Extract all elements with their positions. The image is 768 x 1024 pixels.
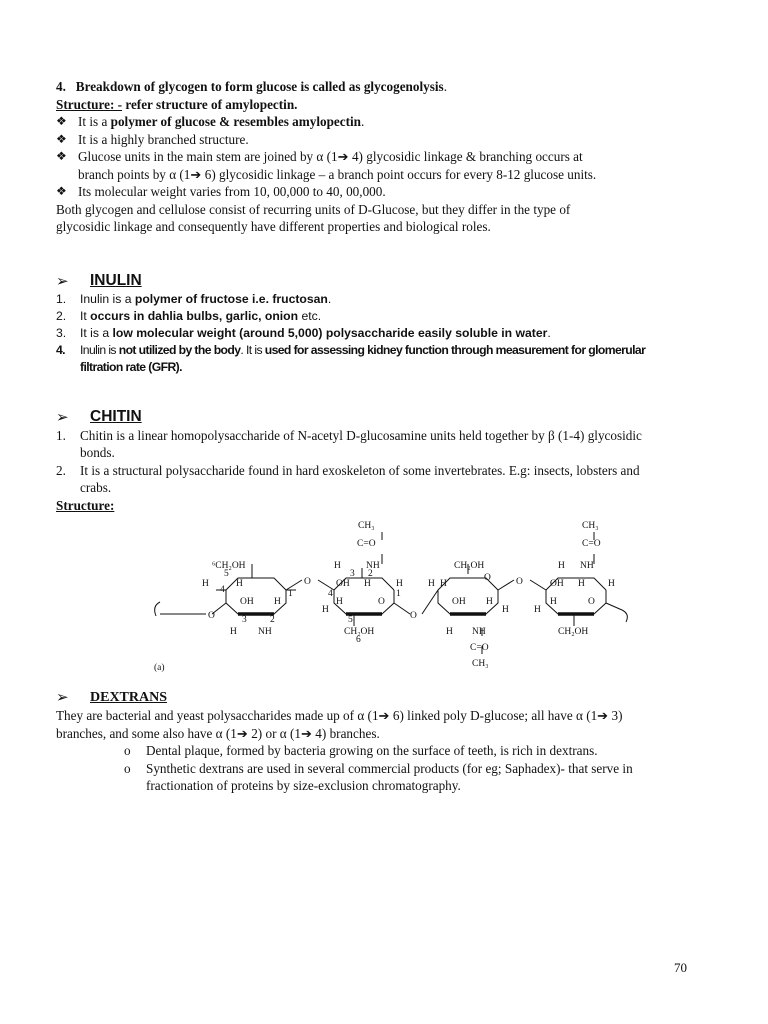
glycogenolysis-text: Breakdown of glycogen to form glucose is called as glycogenolysis bbox=[75, 79, 444, 94]
chitin-ch2oh-label: CH₂OH bbox=[454, 561, 485, 571]
item-line-1: Chitin is a linear homopolysaccharide of N-acetyl D-glucosamine units held together by β (1-4) glycosidic bbox=[80, 427, 642, 443]
chitin-structure-diagram bbox=[146, 518, 746, 678]
ring-number: 3 bbox=[350, 569, 355, 579]
item-bold-text: occurs in dahlia bulbs, garlic, onion bbox=[90, 308, 299, 323]
bullet-text: Its molecular weight varies from 10, 00,000 to 40, 00,000. bbox=[78, 184, 386, 199]
chitin-nh-label: NH bbox=[580, 561, 594, 571]
item-text: It bbox=[80, 308, 91, 323]
item-text-end: . bbox=[547, 325, 551, 340]
chitin-ch3-label: CH₃ bbox=[582, 521, 599, 531]
chitin-h-label: H bbox=[336, 597, 343, 607]
structure-label: Structure: - bbox=[56, 96, 123, 112]
chitin-item-2 bbox=[56, 462, 720, 497]
item-number: 1. bbox=[56, 291, 67, 306]
inulin-heading bbox=[56, 272, 720, 291]
chitin-h-label: H bbox=[558, 561, 565, 571]
dextrans-line-2: branches, and some also have α (1➔ 2) or α (1➔ 4) branches. bbox=[56, 725, 380, 741]
bullet-text-line-1: Glucose units in the main stem are joined by α (1➔ 4) glycosidic linkage & branching occurs at bbox=[78, 149, 583, 164]
ring-number: 6 bbox=[356, 635, 361, 645]
chitin-o-label: O bbox=[208, 611, 215, 621]
chitin-h-label: H bbox=[440, 579, 447, 589]
chitin-nh-label: NH bbox=[366, 561, 380, 571]
item-text-mid: . It is bbox=[240, 342, 265, 357]
item-line-2: bonds. bbox=[80, 445, 115, 460]
chitin-h-label: H bbox=[486, 597, 493, 607]
bullet-bold-text: polymer of glucose & resembles amylopectin bbox=[110, 114, 362, 129]
bullet-text-end: . bbox=[361, 114, 365, 129]
item-number: 4. bbox=[56, 342, 65, 357]
chitin-item-1 bbox=[56, 427, 720, 462]
arrow-bullet-icon: ➢ bbox=[56, 690, 69, 706]
item-bold-text-2: used for assessing kidney function through measurement for glomerular bbox=[264, 342, 646, 357]
subitem-line-2: fractionation of proteins by size-exclusion chromatography. bbox=[146, 778, 461, 793]
chitin-h-label: H bbox=[396, 579, 403, 589]
diamond-bullet-icon: ❖ bbox=[56, 114, 67, 128]
ring-number: 4 bbox=[220, 585, 225, 595]
dextrans-subitem-1 bbox=[124, 742, 720, 760]
bullet-text-line-2: branch points by α (1➔ 6) glycosidic linkage – a branch point occurs for every 8-12 glucose units. bbox=[78, 166, 597, 182]
arrow-bullet-icon: ➢ bbox=[56, 409, 69, 426]
inulin-item-1 bbox=[56, 291, 720, 308]
chitin-ch3-label: CH₃ bbox=[472, 659, 489, 669]
inulin-item-4 bbox=[56, 342, 720, 376]
chitin-h-label: H bbox=[364, 579, 371, 589]
ring-number: 5 bbox=[348, 615, 353, 625]
dextrans-title: DEXTRANS bbox=[90, 689, 168, 705]
chitin-h-label: H bbox=[550, 597, 557, 607]
chitin-ch2oh-label: CH₂OH bbox=[558, 627, 589, 637]
dextrans-section bbox=[56, 688, 720, 795]
bullet-text: It is a highly branched structure. bbox=[78, 131, 249, 147]
item-text-end: . bbox=[327, 291, 332, 306]
item-text-end: etc. bbox=[298, 308, 322, 323]
chitin-o-label: O bbox=[484, 573, 491, 583]
diamond-bullet-icon: ❖ bbox=[56, 184, 67, 198]
glycogen-paragraph bbox=[56, 201, 720, 236]
ring-number: 4 bbox=[328, 589, 333, 599]
glycogen-bullet-4 bbox=[56, 183, 720, 201]
arrow-bullet-icon: ➢ bbox=[56, 273, 69, 290]
chitin-o-label: O bbox=[304, 577, 311, 587]
chitin-h-label: H bbox=[608, 579, 615, 589]
chitin-h-label: H bbox=[202, 579, 209, 589]
item-bold-text: polymer of fructose i.e. fructosan bbox=[134, 291, 328, 306]
ring-number: 1 bbox=[288, 589, 293, 599]
chitin-nh-label: NH bbox=[258, 627, 272, 637]
inulin-item-2 bbox=[56, 308, 720, 325]
glycogen-bullet-3 bbox=[56, 148, 720, 183]
chitin-h-label: H bbox=[446, 627, 453, 637]
dextrans-subitem-2 bbox=[124, 760, 720, 795]
chitin-o-label: O bbox=[516, 577, 523, 587]
chitin-o-label: O bbox=[378, 597, 385, 607]
item-text: Inulin is bbox=[80, 342, 119, 357]
paragraph-line-1: Both glycogen and cellulose consist of recurring units of D-Glucose, but they differ in the type of bbox=[56, 201, 571, 217]
chitin-h-label: H bbox=[578, 579, 585, 589]
circle-bullet-icon: o bbox=[124, 743, 131, 758]
chitin-nh-label: NH bbox=[472, 627, 486, 637]
item-number: 2. bbox=[56, 308, 67, 323]
chitin-h-label: H bbox=[534, 605, 541, 615]
glycogen-bullet-2 bbox=[56, 131, 720, 149]
item-number: 1. bbox=[56, 427, 66, 443]
page-content bbox=[56, 78, 720, 795]
ring-number: 3 bbox=[242, 615, 247, 625]
chitin-h-label: H bbox=[502, 605, 509, 615]
chitin-heading bbox=[56, 408, 720, 427]
chitin-ch2oh-label: CH₂OH bbox=[344, 627, 375, 637]
chitin-o-label: O bbox=[588, 597, 595, 607]
item-text: Inulin is a bbox=[80, 291, 135, 306]
item-bold-text: not utilized by the body bbox=[118, 342, 241, 357]
glycogenolysis-point: 4. Breakdown of glycogen to form glucose is called as glycogenolysis. bbox=[56, 79, 447, 94]
chitin-ch3-label: CH₃ bbox=[358, 521, 375, 531]
paragraph-line-2: glycosidic linkage and consequently have different properties and biological roles. bbox=[56, 219, 491, 234]
chitin-list bbox=[56, 427, 720, 515]
chitin-h-label: H bbox=[334, 561, 341, 571]
subitem-text: Dental plaque, formed by bacteria growing on the surface of teeth, is rich in dextrans. bbox=[146, 743, 598, 758]
structure-ref: refer structure of amylopectin. bbox=[122, 96, 298, 112]
chitin-h-label: H bbox=[236, 579, 243, 589]
chitin-figure-label: (a) bbox=[154, 663, 165, 673]
glycogen-section bbox=[56, 78, 720, 236]
ring-number: 1 bbox=[396, 589, 401, 599]
inulin-title: INULIN bbox=[90, 272, 142, 289]
dextrans-sublist bbox=[124, 742, 720, 795]
item-text: It is a bbox=[80, 325, 113, 340]
chitin-co-label: C=O bbox=[470, 643, 489, 653]
chitin-oh-label: OH bbox=[550, 579, 564, 589]
diamond-bullet-icon: ❖ bbox=[56, 131, 67, 146]
chitin-co-label: C=O bbox=[582, 539, 601, 549]
dextrans-line-1: They are bacterial and yeast polysaccharides made up of α (1➔ 6) linked poly D-glucose; all have α (1➔ 3) bbox=[56, 708, 623, 723]
diamond-bullet-icon: ❖ bbox=[56, 149, 67, 163]
chitin-h-label: H bbox=[428, 579, 435, 589]
page-number: 70 bbox=[674, 960, 687, 975]
item-bold-text: low molecular weight (around 5,000) polysaccharide easily soluble in water bbox=[112, 325, 548, 340]
inulin-item-3 bbox=[56, 325, 720, 342]
point-number: 4. bbox=[56, 79, 66, 94]
inulin-section bbox=[56, 272, 720, 376]
dextrans-body bbox=[56, 707, 720, 795]
dextrans-heading bbox=[56, 688, 720, 707]
chitin-o-label: O bbox=[410, 611, 417, 621]
chitin-oh-label: OH bbox=[240, 597, 254, 607]
chitin-h-label: H bbox=[274, 597, 281, 607]
chitin-co-label: C=O bbox=[357, 539, 376, 549]
chitin-section bbox=[56, 408, 720, 679]
circle-bullet-icon: o bbox=[124, 760, 131, 776]
item-line-1: It is a structural polysaccharide found in hard exoskeleton of some invertebrates. E.g: insects, lobsters and bbox=[80, 462, 640, 478]
item-number: 3. bbox=[56, 325, 67, 340]
chitin-h-label: H bbox=[230, 627, 237, 637]
chitin-oh-label: OH bbox=[452, 597, 466, 607]
chitin-ch2oh-label: ⁶CH₂OH bbox=[212, 561, 246, 571]
item-line-2: crabs. bbox=[80, 480, 112, 495]
chitin-h-label: H bbox=[322, 605, 329, 615]
glycogen-bullet-1 bbox=[56, 113, 720, 131]
chitin-title: CHITIN bbox=[90, 408, 142, 425]
subitem-line-1: Synthetic dextrans are used in several commercial products (for eg; Saphadex)- that serve in bbox=[146, 760, 633, 776]
chitin-structure-label: Structure: bbox=[56, 497, 115, 513]
structure-line bbox=[56, 96, 720, 114]
item-number: 2. bbox=[56, 462, 66, 478]
ring-number: 2 bbox=[368, 569, 373, 579]
bullet-text: It is a bbox=[78, 114, 111, 129]
chitin-oh-label: OH bbox=[336, 579, 350, 589]
item-bold-line-2: filtration rate (GFR). bbox=[80, 359, 182, 374]
ring-number: 2 bbox=[270, 615, 275, 625]
ring-number: 5 bbox=[224, 569, 229, 579]
inulin-list bbox=[56, 291, 720, 376]
